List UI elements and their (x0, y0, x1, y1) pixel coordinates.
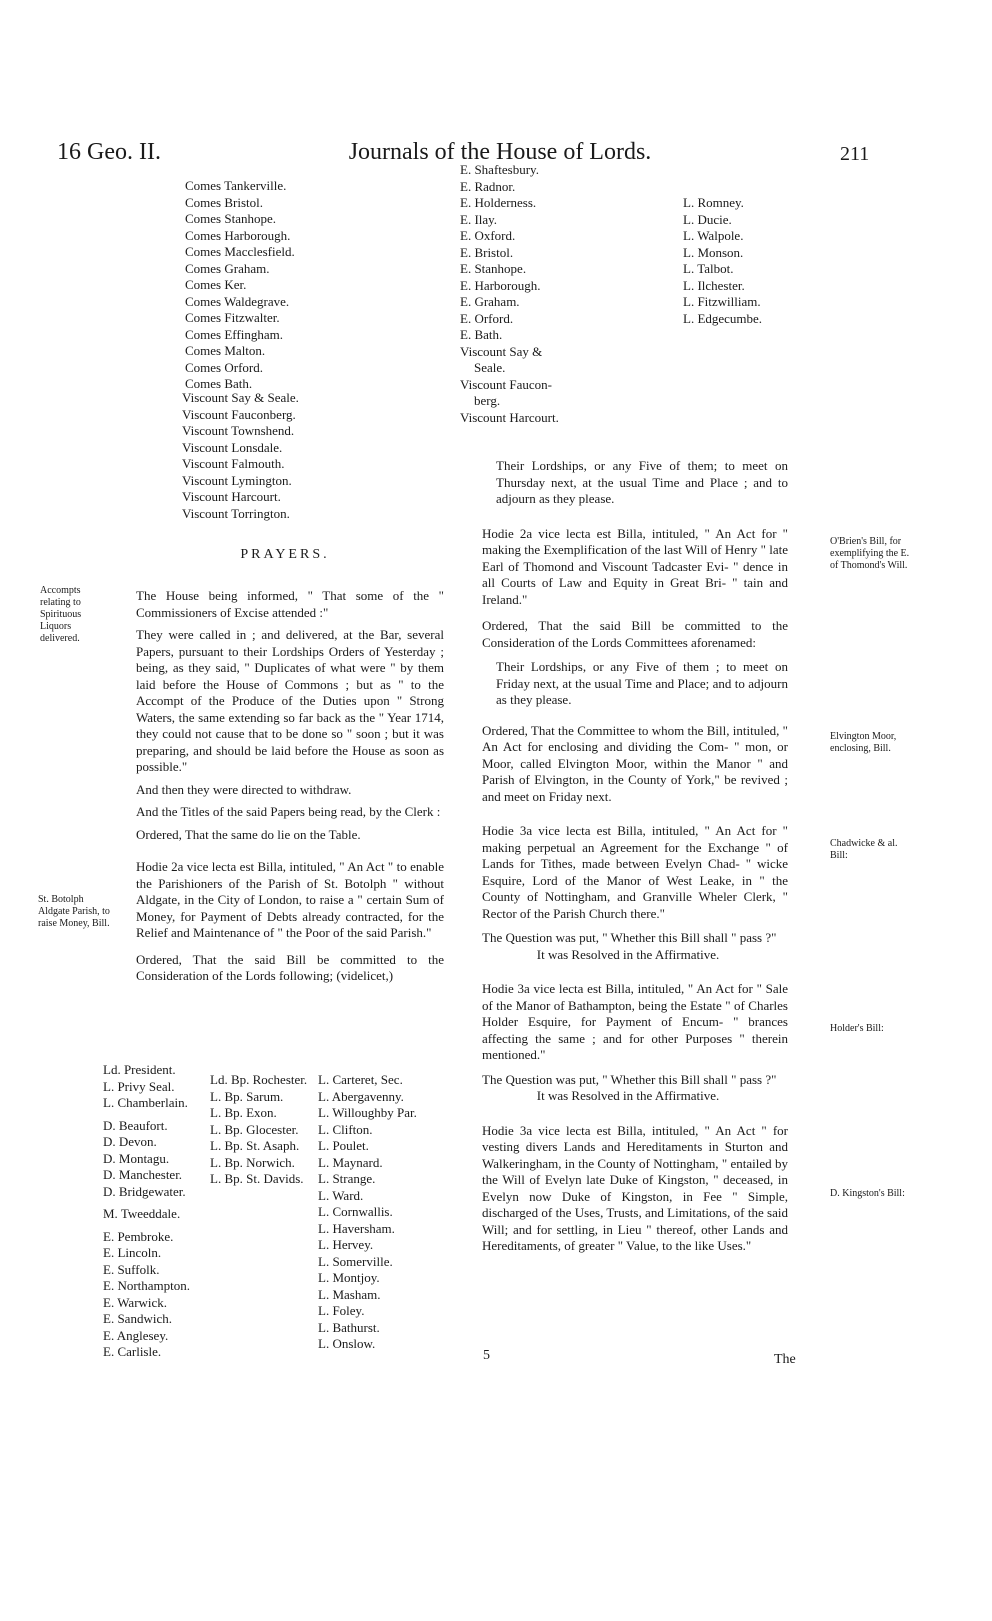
list-item: L. Edgecumbe. (683, 310, 763, 326)
paragraph: Ordered, That the said Bill be committed to the Consideration of the Lords following; (videlicet,) (136, 951, 444, 983)
list-item: berg. (474, 393, 501, 408)
lords-list-a (103, 1062, 213, 1361)
list-item: L. Haversham. (318, 1220, 395, 1236)
list-item: D. Devon. (103, 1134, 157, 1149)
list-item: Viscount Townshend. (182, 423, 295, 438)
list-item: L. Romney. (683, 195, 744, 210)
list-item: E. Holderness. (460, 195, 537, 210)
list-item: Comes Harborough. (185, 227, 291, 243)
list-item: L. Maynard. (318, 1154, 383, 1170)
paragraph: Ordered, That the same do lie on the Table. (136, 826, 361, 842)
list-item: D. Bridgewater. (103, 1183, 186, 1199)
list-item: Comes Malton. (185, 343, 266, 358)
paragraph: Hodie 3a vice lecta est Billa, intituled, " An Act for " making perpetual an Agreement for the Exchange " of Lands for Tithes, made between Evelyn Chad- " wicke Esquire, Lord of the Manor of West Leake, in " the County of Nottingham, and Granville Wheler Clerk, " Rector of the Parish Church there." (482, 823, 788, 921)
list-item: E. Pembroke. (103, 1228, 174, 1244)
list-item: L. Bp. Glocester. (210, 1121, 299, 1137)
paragraph: The House being informed, " That some of the " Commissioners of Excise attended :" (136, 588, 444, 620)
list-item: L. Foley. (318, 1303, 365, 1318)
list-item: E. Bath. (460, 327, 503, 342)
list-item: L. Bp. St. Asaph. (210, 1138, 300, 1153)
list-item: E. Northampton. (103, 1278, 191, 1293)
header-page-number: 211 (840, 143, 870, 165)
list-item: L. Monson. (683, 244, 744, 260)
paragraph: Ordered, That the said Bill be committed to the Consideration of the Lords Committees aforenamed: (482, 618, 788, 650)
list-item: L. Carteret, Sec. (318, 1072, 403, 1087)
list-item: E. Radnor. (460, 178, 516, 194)
header-regnal-year: 16 Geo. II. (57, 139, 161, 165)
list-item: Comes Orford. (185, 359, 263, 375)
list-item: E. Shaftesbury. (460, 162, 539, 177)
list-item: Viscount Fauconberg. (182, 406, 296, 422)
list-item: Comes Bath. (185, 376, 253, 391)
col3-barons-list (683, 195, 833, 327)
col1-body (122, 588, 444, 985)
list-item: L. Masham. (318, 1286, 381, 1302)
list-item: E. Warwick. (103, 1294, 168, 1310)
paragraph: They were called in ; and delivered, at the Bar, several Papers, pursuant to their Lordships Orders of Yesterday ; being, as they said, " Duplicates of what were " by them laid before the House of Commons ; but as " to the Accompt of the Produce of the Duties upon " Strong Waters, the same extending so far back as the " Year 1714, they could not cause that to be done so " soon ; but it was preparing, and should be laid before the House as soon as possible." (136, 627, 444, 774)
margin-note-elvington: Elvington Moor, enclosing, Bill. (830, 731, 897, 754)
list-item: Ld. Bp. Rochester. (210, 1072, 308, 1087)
list-item: Viscount Torrington. (182, 505, 290, 521)
list-item: L. Onslow. (318, 1336, 376, 1351)
list-item: Comes Bristol. (185, 194, 264, 210)
list-item: L. Ducie. (683, 211, 732, 227)
paragraph: Ordered, That the Committee to whom the Bill, intituled, " An Act for enclosing and dividing the Com- " mon, or Moor, called Elvington Moor, within the Manor " and Parish of Elvington, in the County of York," be revived ; and meet on Friday next. (482, 722, 788, 804)
margin-note-holder: Holder's Bill: (830, 1023, 884, 1034)
list-item: M. Tweeddale. (103, 1206, 181, 1221)
list-item: L. Bp. Exon. (210, 1105, 277, 1120)
list-item: Comes Graham. (185, 260, 270, 276)
list-item: Comes Macclesfield. (185, 244, 295, 259)
list-item: L. Ward. (318, 1187, 364, 1203)
list-item: L. Privy Seal. (103, 1078, 175, 1094)
list-item: Comes Fitzwalter. (185, 310, 280, 325)
footer-signature-mark: 5 (483, 1348, 490, 1363)
prayers-heading: PRAYERS. (240, 547, 330, 562)
list-item: Ld. President. (103, 1062, 176, 1077)
margin-note-obrien: O'Brien's Bill, for exemplifying the E. of Thomond's Will. (830, 536, 910, 571)
paragraph: It was Resolved in the Affirmative. (536, 946, 720, 962)
paragraph: Their Lordships, or any Five of them; to meet on Thursday next, at the usual Time and Place ; and to adjourn as they please. (496, 458, 788, 506)
list-item: E. Suffolk. (103, 1261, 160, 1277)
margin-note-chadwicke: Chadwicke & al. Bill: (830, 838, 898, 861)
list-item: Viscount Say & Seale. (182, 390, 299, 405)
list-item: L. Chamberlain. (103, 1095, 188, 1110)
list-item: Viscount Say & (460, 343, 543, 359)
col1-comes-list (185, 178, 455, 393)
list-item: E. Oxford. (460, 228, 516, 243)
list-item: Viscount Lonsdale. (182, 439, 283, 455)
list-item: Viscount Harcourt. (460, 409, 559, 425)
paragraph: And then they were directed to withdraw. (136, 781, 352, 797)
list-item: Comes Ker. (185, 277, 247, 292)
list-item: E. Graham. (460, 294, 520, 309)
lords-list-barons (318, 1072, 443, 1353)
list-item: D. Beaufort. (103, 1117, 168, 1133)
list-item: Comes Effingham. (185, 326, 283, 342)
list-item: Viscount Lymington. (182, 472, 292, 488)
paragraph: Hodie 2a vice lecta est Billa, intituled, " An Act " to enable the Parishioners of the Parish of St. Botolph " without Aldgate, in the City of London, to raise a " certain Sum of Money, for Payment of Debts already contracted, for the Relief and Maintenance of " the Poor of the said Parish." (136, 859, 444, 940)
col2-earls-list (460, 162, 610, 426)
list-item: L. Bathurst. (318, 1319, 380, 1335)
paragraph: And the Titles of the said Papers being read, by the Clerk : (136, 804, 441, 819)
list-item: L. Poulet. (318, 1138, 369, 1153)
list-item: L. Walpole. (683, 228, 744, 243)
list-item: L. Bp. Sarum. (210, 1088, 284, 1104)
paragraph: Their Lordships, or any Five of them ; to meet on Friday next, at the usual Time and Place; and to adjourn as they please. (496, 659, 788, 707)
list-item: L. Montjoy. (318, 1270, 380, 1285)
list-item: L. Willoughby Par. (318, 1105, 417, 1120)
list-item: L. Strange. (318, 1171, 376, 1186)
list-item: L. Hervey. (318, 1237, 374, 1252)
list-item: D. Manchester. (103, 1167, 183, 1182)
col2-body (468, 458, 788, 1255)
list-item: Comes Tankerville. (185, 178, 287, 193)
paragraph: The Question was put, " Whether this Bill shall " pass ?" (482, 930, 777, 945)
list-item: Comes Stanhope. (185, 211, 276, 226)
list-item: E. Harborough. (460, 277, 541, 293)
list-item: E. Bristol. (460, 244, 514, 260)
list-item: Viscount Falmouth. (182, 456, 285, 471)
paragraph: It was Resolved in the Affirmative. (536, 1088, 720, 1103)
list-item: L. Talbot. (683, 261, 734, 276)
list-item: E. Ilay. (460, 211, 498, 227)
list-item: L. Cornwallis. (318, 1204, 393, 1219)
list-item: Comes Waldegrave. (185, 293, 290, 309)
paragraph: Hodie 3a vice lecta est Billa, intituled, " An Act for " Sale of the Manor of Bathampton, being the Estate " of Charles Holder Esquire, for Payment of Encum- " brances affecting the same ; and for other Purposes " therein mentioned." (482, 981, 788, 1062)
list-item: E. Anglesey. (103, 1327, 169, 1343)
margin-note-accompts: Accompts relating to Spirituous Liquors delivered. (40, 585, 82, 644)
list-item: L. Fitzwilliam. (683, 294, 761, 309)
list-item: E. Carlisle. (103, 1344, 162, 1359)
list-item: L. Clifton. (318, 1121, 373, 1137)
col1-viscount-list (182, 390, 452, 522)
list-item: E. Lincoln. (103, 1245, 162, 1260)
list-item: L. Abergavenny. (318, 1088, 404, 1104)
list-item: L. Somerville. (318, 1253, 393, 1269)
lords-list-bishops (210, 1072, 320, 1188)
paragraph: Hodie 3a vice lecta est Billa, intituled, " An Act " for vesting divers Lands and Hereditaments in Sturton and Walkeringham, in the County of Nottingham, " entailed by the Will of Evelyn late Duke of Kingston, " deceased, in Evelyn now Duke of Kingston, in Fee " Simple, discharged of the Uses, Trusts, and Limitations, of the said Will; and for settling, in Lieu " thereof, other Lands and Hereditaments, of greater " Value, to the like Uses." (482, 1122, 788, 1253)
list-item: D. Montagu. (103, 1150, 170, 1166)
margin-note-kingston: D. Kingston's Bill: (830, 1188, 905, 1199)
paragraph: The Question was put, " Whether this Bill shall " pass ?" (482, 1071, 777, 1087)
paragraph: Hodie 2a vice lecta est Billa, intituled, " An Act for " making the Exemplification of the last Will of Henry " late Earl of Thomond and Viscount Tadcaster Evi- " dence in all Courts of Law and Equity in Great Bri- " tain and Ireland." (482, 525, 788, 607)
header-title: Journals of the House of Lords. (348, 139, 652, 165)
list-item: Viscount Harcourt. (182, 489, 281, 504)
list-item: L. Bp. St. Davids. (210, 1171, 304, 1186)
list-item: Seale. (474, 360, 506, 375)
margin-note-botolph: St. Botolph Aldgate Parish, to raise Money, Bill. (38, 894, 110, 929)
list-item: E. Stanhope. (460, 261, 527, 276)
list-item: L. Bp. Norwich. (210, 1154, 295, 1170)
list-item: E. Sandwich. (103, 1311, 172, 1326)
footer-catchword: The (774, 1352, 796, 1367)
list-item: E. Orford. (460, 310, 514, 326)
list-item: L. Ilchester. (683, 277, 745, 293)
list-item: Viscount Faucon- (460, 376, 553, 392)
